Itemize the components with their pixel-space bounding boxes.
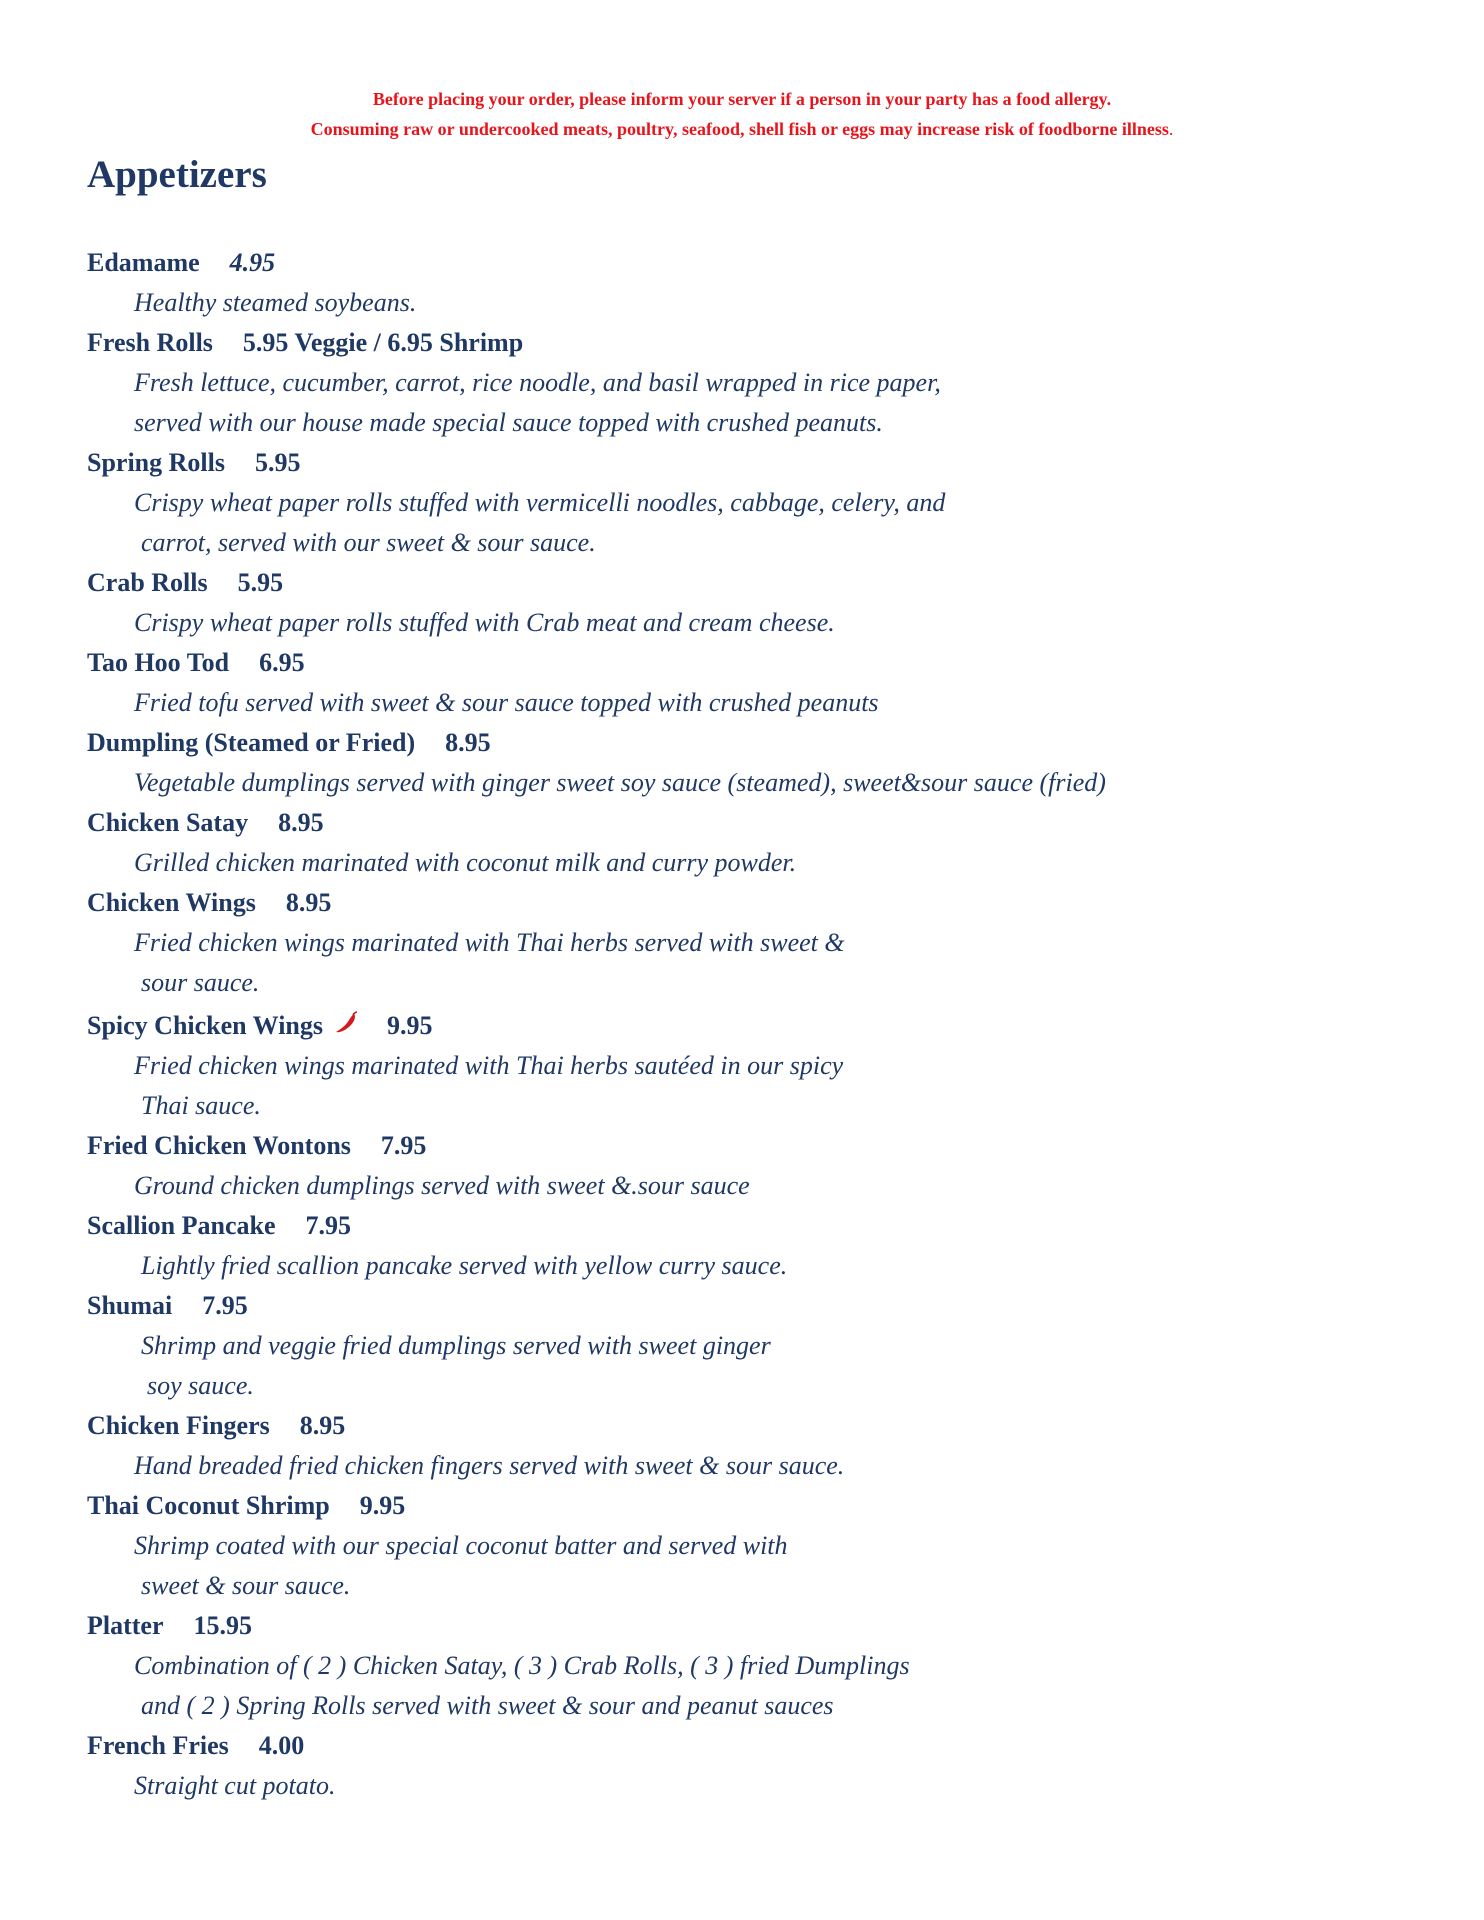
appetizer-menu-list xyxy=(87,243,1387,1806)
item-name: Thai Coconut Shrimp xyxy=(87,1491,330,1520)
menu-item-spring-rolls xyxy=(87,443,1387,563)
item-name: Chicken Wings xyxy=(87,888,256,917)
foodborne-illness-notice-text: Consuming raw or undercooked meats, poultry, seafood, shell fish or eggs may increase risk of foodborne illness xyxy=(310,119,1169,139)
foodborne-illness-notice xyxy=(0,114,1484,144)
item-description-cont: served with our house made special sauce topped with crushed peanuts. xyxy=(134,408,883,437)
item-price: 8.95 xyxy=(278,808,324,837)
item-description: Hand breaded fried chicken fingers served with sweet & sour sauce. xyxy=(134,1451,845,1480)
allergy-notice-text: Before placing your order, please inform your server if a person in your party has a food allergy. xyxy=(372,89,1112,109)
menu-item-platter xyxy=(87,1606,1387,1726)
item-name: Chicken Fingers xyxy=(87,1411,270,1440)
item-price: 8.95 xyxy=(285,888,332,917)
menu-item-dumpling xyxy=(87,723,1387,803)
item-description: Fried chicken wings marinated with Thai herbs served with sweet & xyxy=(134,928,845,957)
item-description-cont: carrot, served with our sweet & sour sauce. xyxy=(141,528,596,557)
item-description: Fresh lettuce, cucumber, carrot, rice noodle, and basil wrapped in rice paper, xyxy=(134,368,941,397)
menu-item-fried-chicken-wontons xyxy=(87,1126,1387,1206)
item-description: Ground chicken dumplings served with sweet &.sour sauce xyxy=(134,1171,750,1200)
allergy-notice xyxy=(0,84,1484,114)
menu-item-scallion-pancake xyxy=(87,1206,1387,1286)
item-name: Fried Chicken Wontons xyxy=(87,1131,351,1160)
notice-period: . xyxy=(1168,119,1174,139)
item-description: Vegetable dumplings served with ginger sweet soy sauce (steamed), sweet&sour sauce (fried) xyxy=(134,768,1106,797)
menu-item-crab-rolls xyxy=(87,563,1387,643)
menu-item-tao-hoo-tod xyxy=(87,643,1387,723)
item-name: Crab Rolls xyxy=(87,568,208,597)
menu-item-chicken-wings xyxy=(87,883,1387,1003)
item-description: Crispy wheat paper rolls stuffed with Crab meat and cream cheese. xyxy=(134,608,835,637)
item-description: Crispy wheat paper rolls stuffed with vermicelli noodles, cabbage, celery, and xyxy=(134,488,946,517)
item-price: 7.95 xyxy=(305,1211,352,1240)
menu-item-thai-coconut-shrimp xyxy=(87,1486,1387,1606)
item-name: Shumai xyxy=(87,1291,173,1320)
item-description: Lightly fried scallion pancake served with yellow curry sauce. xyxy=(141,1251,788,1280)
item-price: 5.95 xyxy=(237,568,284,597)
menu-item-fresh-rolls xyxy=(87,323,1387,443)
item-description: Fried tofu served with sweet & sour sauce topped with crushed peanuts xyxy=(134,688,879,717)
chili-pepper-icon xyxy=(333,1011,359,1037)
menu-item-french-fries xyxy=(87,1726,1387,1806)
item-price: 7.95 xyxy=(202,1291,248,1320)
menu-item-chicken-fingers xyxy=(87,1406,1387,1486)
section-title: Appetizers xyxy=(87,153,267,196)
item-price: 5.95 Veggie / 6.95 Shrimp xyxy=(242,328,524,357)
item-price: 8.95 xyxy=(445,728,491,757)
item-price: 15.95 xyxy=(193,1611,253,1640)
item-price: 4.00 xyxy=(258,1731,305,1760)
item-description-cont: Thai sauce. xyxy=(141,1091,261,1120)
item-description-cont: sweet & sour sauce. xyxy=(141,1571,351,1600)
item-description: Shrimp and veggie fried dumplings served with sweet ginger xyxy=(141,1331,771,1360)
item-name: Dumpling (Steamed or Fried) xyxy=(87,728,416,757)
item-description-cont: soy sauce. xyxy=(147,1371,254,1400)
item-description-cont: sour sauce. xyxy=(141,968,260,997)
menu-item-edamame xyxy=(87,243,1387,323)
item-name: Chicken Satay xyxy=(87,808,249,837)
item-price: 6.95 xyxy=(259,648,305,677)
item-description: Combination of ( 2 ) Chicken Satay, ( 3 ) Crab Rolls, ( 3 ) fried Dumplings xyxy=(134,1651,910,1680)
item-name: Spicy Chicken Wings xyxy=(87,1011,324,1040)
item-description: Shrimp coated with our special coconut batter and served with xyxy=(134,1531,788,1560)
item-price: 7.95 xyxy=(380,1131,427,1160)
item-name: Edamame xyxy=(87,248,200,277)
item-price: 8.95 xyxy=(299,1411,346,1440)
item-name: Scallion Pancake xyxy=(87,1211,276,1240)
item-description: Healthy steamed soybeans. xyxy=(134,288,417,317)
item-name: French Fries xyxy=(87,1731,229,1760)
item-name: Spring Rolls xyxy=(87,448,225,477)
item-price: 5.95 xyxy=(255,448,301,477)
item-price: 4.95 xyxy=(229,248,276,277)
menu-item-chicken-satay xyxy=(87,803,1387,883)
item-name: Fresh Rolls xyxy=(87,328,213,357)
item-description-cont: and ( 2 ) Spring Rolls served with sweet & sour and peanut sauces xyxy=(141,1691,834,1720)
menu-item-spicy-chicken-wings xyxy=(87,1006,1387,1126)
item-description: Grilled chicken marinated with coconut milk and curry powder. xyxy=(134,848,797,877)
menu-item-shumai xyxy=(87,1286,1387,1406)
item-description: Straight cut potato. xyxy=(134,1771,336,1800)
item-price: 9.95 xyxy=(359,1491,406,1520)
item-name: Platter xyxy=(87,1611,164,1640)
item-name: Tao Hoo Tod xyxy=(87,648,230,677)
item-description: Fried chicken wings marinated with Thai herbs sautéed in our spicy xyxy=(134,1051,844,1080)
item-price: 9.95 xyxy=(387,1011,433,1040)
